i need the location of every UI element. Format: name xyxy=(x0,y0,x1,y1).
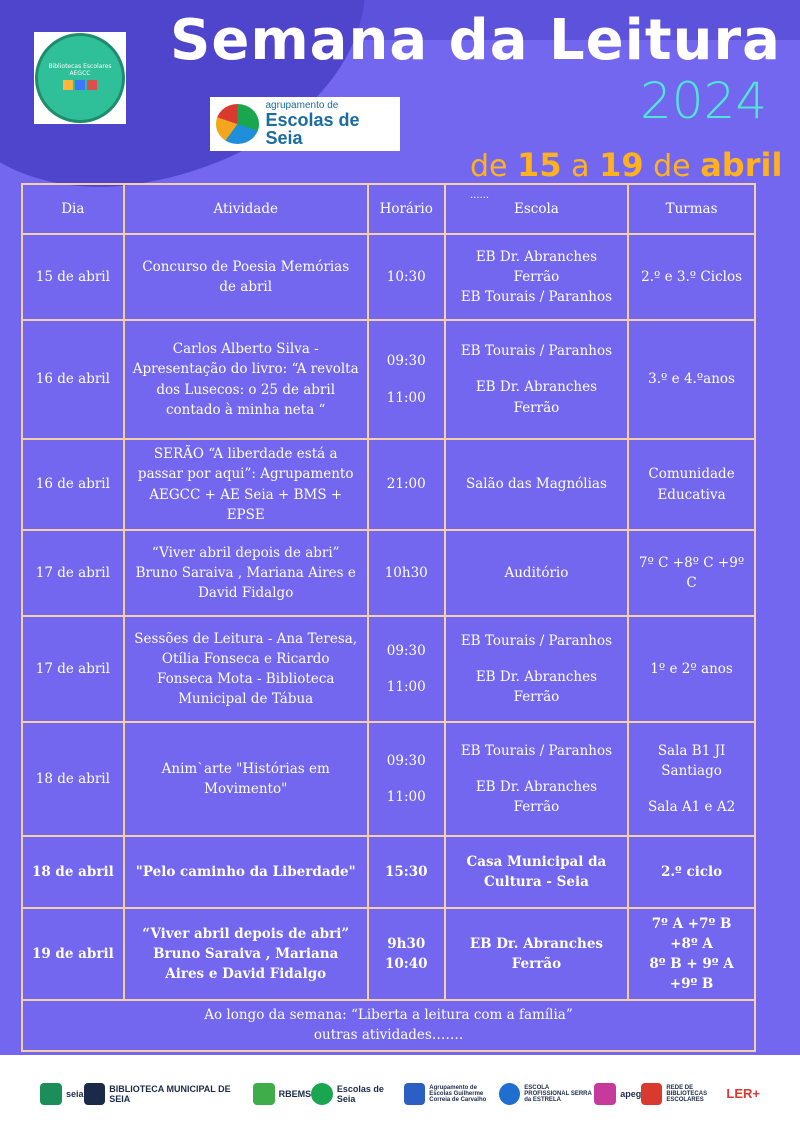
table-row: 16 de abril SERÃO “A liberdade está a passar por aqui”: Agrupamento AEGCC + AE Seia + BMS + EPSE 21:00 Salão das Magnólias Comunidade Educativa xyxy=(22,439,755,530)
year: 2024 xyxy=(640,72,768,130)
libraries-badge-circle xyxy=(35,33,125,123)
biblioteca-municipal-logo: BIBLIOTECA MUNICIPAL DE SEIA xyxy=(84,1083,253,1105)
header-time: Horário xyxy=(368,184,445,234)
table-row: 18 de abril "Pelo caminho da Liberdade" 15:30 Casa Municipal da Cultura - Seia 2.º ciclo xyxy=(22,836,755,908)
table-header-row xyxy=(22,184,755,234)
dots: ...... xyxy=(470,190,490,201)
aegcc-logo: Agrupamento de Escolas Guilherme Correia de Carvalho xyxy=(404,1083,499,1105)
header-school: Escola xyxy=(445,184,628,234)
escolas-seia-logo: Escolas de Seia xyxy=(311,1083,404,1105)
school-logo xyxy=(210,97,400,151)
footer-row xyxy=(22,1000,755,1051)
table-row: 15 de abril Concurso de Poesia Memórias de abril 10:30 EB Dr. Abranches Ferrão EB Tourais / Paranhos 2.º e 3.º Ciclos xyxy=(22,234,755,320)
badge-blocks-icon xyxy=(63,80,97,90)
table-row: 19 de abril “Viver abril depois de abri” Bruno Saraiva , Mariana Aires e David Fidalgo 9h30 10:40 EB Dr. Abranches Ferrão 7º A +7º B +8º A 8º B + 9º A +9º B xyxy=(22,908,755,1000)
table-row: 17 de abril Sessões de Leitura - Ana Teresa, Otília Fonseca e Ricardo Fonseca Mota - Biblioteca Municipal de Tábua 09:30 11:00 EB Tourais / Paranhos EB Dr. Abranches Ferrão 1º e 2º anos xyxy=(22,616,755,722)
header-classes: Turmas xyxy=(628,184,755,234)
date-range: de 15 a 19 de abril xyxy=(470,146,783,184)
schedule-table xyxy=(21,183,756,1052)
epse-logo: ESCOLA PROFISSIONAL SERRA da ESTRELA xyxy=(499,1083,594,1105)
page-title: Semana da Leitura xyxy=(170,8,781,73)
swirl-logo-icon xyxy=(216,104,259,144)
footer-line2: outras atividades……. xyxy=(313,1027,464,1044)
table-row: 16 de abril Carlos Alberto Silva - Apresentação do livro: “A revolta dos Lusecos: o 25 de abril contado à minha neta “ 09:30 11:00 EB Tourais / Paranhos EB Dr. Abranches Ferrão 3.º e 4.ºanos xyxy=(22,320,755,439)
header-day: Dia xyxy=(22,184,124,234)
apeg-logo: apeg xyxy=(594,1083,641,1105)
school-logo-small: agrupamento de xyxy=(265,100,339,111)
seia-logo: seia xyxy=(40,1083,84,1105)
school-logo-big: Escolas de Seia xyxy=(265,110,360,148)
table-row: 18 de abril Anim`arte "Histórias em Movimento" 09:30 11:00 EB Tourais / Paranhos EB Dr. Abranches Ferrão Sala B1 JI Santiago Sala A1 e A2 xyxy=(22,722,755,836)
header-activity: Atividade xyxy=(124,184,368,234)
rbems-logo: RBEMS xyxy=(253,1083,312,1105)
badge-text: Bibliotecas Escolares AEGCC xyxy=(48,63,112,77)
libraries-badge xyxy=(34,32,126,124)
rbe-logo: REDE DE BIBLIOTECAS ESCOLARES xyxy=(641,1083,726,1105)
footer-line1: Ao longo da semana: “Liberta a leitura com a família” xyxy=(204,1007,573,1023)
table-row: 17 de abril “Viver abril depois de abri” Bruno Saraiva , Mariana Aires e David Fidalgo 10h30 Auditório 7º C +8º C +9º C xyxy=(22,530,755,616)
partner-logos xyxy=(0,1055,800,1132)
ler-logo: LER+ xyxy=(726,1086,760,1101)
